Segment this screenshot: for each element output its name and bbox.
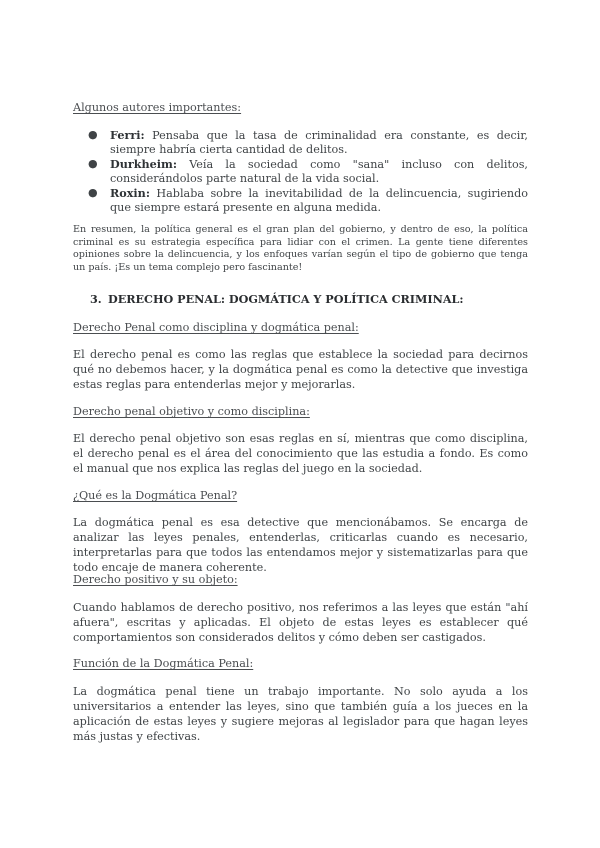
subsection-heading: Derecho Penal como disciplina y dogmática penal: [73, 321, 359, 334]
summary-paragraph: En resumen, la política general es el gran plan del gobierno, y dentro de eso, la política criminal es su estrategia específica para lidiar con el crimen. La gente tiene diferentes opiniones sobre la delincuencia, y los enfoques varían según el tipo de gobierno que tenga un país. ¡Es un tema complejo pero fascinante! [73, 224, 528, 273]
list-item [73, 186, 528, 215]
list-item [73, 128, 528, 157]
subsection-body: El derecho penal es como las reglas que establece la sociedad para decirnos qué no debemos hacer, y la dogmática penal es como la detective que investiga estas reglas para entenderlas mejor y mejorarlas. [73, 348, 528, 391]
bullet-icon: ● [88, 186, 98, 199]
subsection-heading: Derecho penal objetivo y como disciplina: [73, 405, 310, 418]
section-heading [90, 292, 530, 306]
bullet-icon: ● [88, 128, 98, 141]
author-name: Durkheim: [110, 157, 177, 171]
subsection-heading: Derecho positivo y su objeto: [73, 573, 238, 586]
author-name: Ferri: [110, 128, 145, 142]
list-item [73, 157, 528, 186]
subsection-body: El derecho penal objetivo son esas reglas en sí, mientras que como disciplina, el derecho penal es el área del conocimiento que las estudia a fondo. Es como el manual que nos explica las reglas del juego en la sociedad. [73, 432, 528, 475]
subsection-heading: ¿Qué es la Dogmática Penal? [73, 489, 238, 502]
subsection-body: Cuando hablamos de derecho positivo, nos referimos a las leyes que están "ahí afuera", escritas y aplicadas. El objeto de estas leyes es establecer qué comportamientos son considerados delitos y cómo deben ser castigados. [73, 601, 528, 644]
author-text: Pensaba que la tasa de criminalidad era constante, es decir, siempre habría cierta cantidad de delitos. [110, 129, 528, 156]
author-name: Roxin: [110, 186, 150, 200]
section-title: DERECHO PENAL: DOGMÁTICA Y POLÍTICA CRIMINAL: [108, 292, 464, 306]
subsection-body: La dogmática penal es esa detective que mencionábamos. Se encarga de analizar las leyes penales, entenderlas, criticarlas cuando es necesario, interpretarlas para que todos las entendamos mejor y sistematizarlas para que todo encaje de manera coherente. [73, 516, 528, 574]
subsection-heading: Función de la Dogmática Penal: [73, 657, 254, 670]
section-number: 3. [90, 292, 102, 306]
author-text: Hablaba sobre la inevitabilidad de la delincuencia, sugiriendo que siempre estará presente en alguna medida. [110, 187, 528, 214]
author-text: Veía la sociedad como "sana" incluso con delitos, considerándolos parte natural de la vida social. [110, 158, 528, 185]
authors-heading: Algunos autores importantes: [73, 101, 242, 114]
bullet-icon: ● [88, 157, 98, 170]
subsection-body: La dogmática penal tiene un trabajo importante. No solo ayuda a los universitarios a entender las leyes, sino que también guía a los jueces en la aplicación de estas leyes y sugiere mejoras al legislador para que hagan leyes más justas y efectivas. [73, 685, 528, 743]
authors-list [73, 128, 528, 215]
